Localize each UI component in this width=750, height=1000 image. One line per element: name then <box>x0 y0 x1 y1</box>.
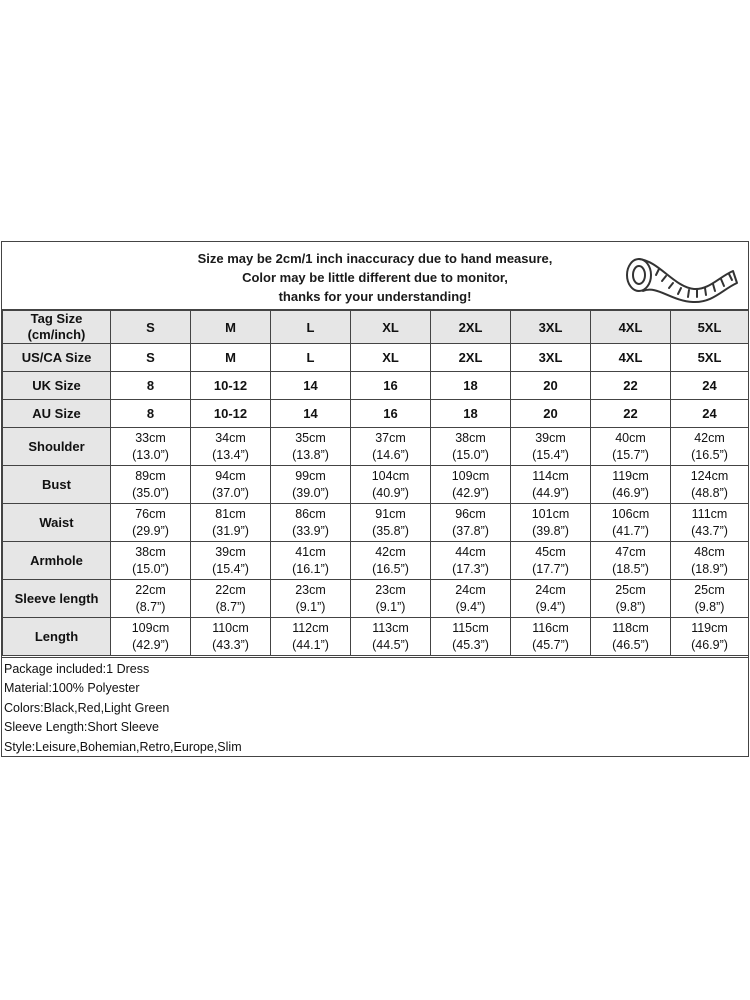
table-cell <box>511 618 591 656</box>
notice-line: Size may be 2cm/1 inch inaccuracy due to hand measure, <box>197 251 553 266</box>
table-cell: 14 <box>271 400 351 428</box>
package-included: Package included:1 Dress <box>4 662 150 676</box>
table-cell <box>111 428 191 466</box>
inch-value: (9.8”) <box>615 599 646 614</box>
measurement-row <box>3 580 749 618</box>
cm-value: 25cm <box>694 582 725 597</box>
inch-value: (45.3”) <box>452 637 489 652</box>
cm-value: 38cm <box>135 544 166 559</box>
size-header-cell: XL <box>351 311 431 344</box>
inch-value: (9.8”) <box>694 599 725 614</box>
measurement-row <box>3 542 749 580</box>
table-cell: S <box>111 344 191 372</box>
cm-value: 91cm <box>375 506 406 521</box>
table-cell <box>431 618 511 656</box>
inch-value: (16.5”) <box>691 447 728 462</box>
cm-value: 25cm <box>615 582 646 597</box>
table-cell: XL <box>351 344 431 372</box>
table-cell: 10-12 <box>191 372 271 400</box>
inch-value: (15.0”) <box>132 561 169 576</box>
cm-value: 118cm <box>612 620 649 635</box>
row-label: Armhole <box>3 542 111 580</box>
inch-value: (46.5”) <box>612 637 649 652</box>
inch-value: (31.9”) <box>212 523 249 538</box>
table-cell <box>591 428 671 466</box>
inch-value: (9.1”) <box>375 599 406 614</box>
table-cell: 2XL <box>431 344 511 372</box>
cm-value: 111cm <box>691 506 728 521</box>
measurement-row <box>3 618 749 656</box>
cm-value: 34cm <box>215 430 246 445</box>
cm-value: 109cm <box>451 468 490 483</box>
inch-value: (18.5”) <box>612 561 649 576</box>
row-label: Sleeve length <box>3 580 111 618</box>
uk-size-row <box>3 372 749 400</box>
inch-value: (46.9”) <box>612 485 649 500</box>
cm-value: 38cm <box>455 430 486 445</box>
table-cell <box>591 618 671 656</box>
table-cell <box>111 542 191 580</box>
measurement-notice <box>2 242 748 310</box>
table-cell: L <box>271 344 351 372</box>
cm-value: 47cm <box>615 544 646 559</box>
cm-value: 24cm <box>535 582 566 597</box>
measurement-rows <box>3 428 749 656</box>
cm-value: 22cm <box>215 582 246 597</box>
table-cell <box>191 504 271 542</box>
inch-value: (39.0”) <box>292 485 329 500</box>
row-label: AU Size <box>3 400 111 428</box>
inch-value: (42.9”) <box>132 637 169 652</box>
table-cell: 8 <box>111 372 191 400</box>
table-cell <box>671 618 749 656</box>
table-cell: 16 <box>351 400 431 428</box>
table-cell <box>431 428 511 466</box>
cm-value: 115cm <box>452 620 489 635</box>
cm-value: 81cm <box>215 506 246 521</box>
size-header-cell: 2XL <box>431 311 511 344</box>
size-header-cell: S <box>111 311 191 344</box>
inch-value: (9.4”) <box>455 599 486 614</box>
table-cell <box>511 542 591 580</box>
inch-value: (48.8”) <box>691 485 728 500</box>
row-label: US/CA Size <box>3 344 111 372</box>
cm-value: 101cm <box>531 506 570 521</box>
measurement-row <box>3 428 749 466</box>
cm-value: 39cm <box>535 430 566 445</box>
table-cell: 20 <box>511 400 591 428</box>
inch-value: (8.7”) <box>215 599 246 614</box>
cm-value: 124cm <box>690 468 729 483</box>
row-label: Bust <box>3 466 111 504</box>
sleeve-length: Sleeve Length:Short Sleeve <box>4 720 159 735</box>
inch-value: (15.4”) <box>532 447 569 462</box>
size-header-cell: L <box>271 311 351 344</box>
table-cell <box>511 466 591 504</box>
inch-value: (39.8”) <box>532 523 569 538</box>
table-cell: 24 <box>671 400 749 428</box>
table-cell: 24 <box>671 372 749 400</box>
cm-value: 89cm <box>135 468 166 483</box>
table-cell <box>271 580 351 618</box>
material: Material:100% Polyester <box>4 681 140 696</box>
cm-value: 33cm <box>135 430 166 445</box>
inch-value: (14.6”) <box>372 447 409 462</box>
inch-value: (44.9”) <box>532 485 569 500</box>
cm-value: 23cm <box>375 582 406 597</box>
table-cell <box>111 466 191 504</box>
tag-size-row <box>3 311 749 344</box>
table-cell <box>591 504 671 542</box>
cm-value: 119cm <box>691 620 728 635</box>
inch-value: (35.0”) <box>132 485 169 500</box>
table-cell <box>671 580 749 618</box>
table-cell <box>431 542 511 580</box>
cm-value: 116cm <box>532 620 569 635</box>
cm-value: 106cm <box>611 506 650 521</box>
inch-value: (15.4”) <box>212 561 249 576</box>
table-cell <box>511 428 591 466</box>
table-cell: 4XL <box>591 344 671 372</box>
inch-value: (41.7”) <box>612 523 649 538</box>
inch-value: (15.7”) <box>612 447 649 462</box>
table-cell <box>671 504 749 542</box>
cm-value: 110cm <box>212 620 249 635</box>
table-cell <box>351 580 431 618</box>
inch-value: (18.9”) <box>691 561 728 576</box>
cm-value: 76cm <box>135 506 166 521</box>
cm-value: 42cm <box>375 544 406 559</box>
table-cell <box>671 466 749 504</box>
tag-size-header <box>3 311 111 344</box>
table-cell <box>191 580 271 618</box>
inch-value: (16.1”) <box>292 561 329 576</box>
colors: Colors:Black,Red,Light Green <box>4 700 170 715</box>
notice-line: thanks for your understanding! <box>278 289 472 304</box>
cm-value: 37cm <box>375 430 406 445</box>
cm-value: 99cm <box>295 468 326 483</box>
inch-value: (43.7”) <box>691 523 728 538</box>
table-cell <box>351 618 431 656</box>
style: Style:Leisure,Bohemian,Retro,Europe,Slim <box>4 739 242 754</box>
cm-value: 39cm <box>215 544 246 559</box>
cm-value: 44cm <box>455 544 486 559</box>
measuring-tape-icon <box>619 247 741 307</box>
inch-value: (43.3”) <box>212 637 249 652</box>
size-header-cell: 5XL <box>671 311 749 344</box>
table-cell: 22 <box>591 372 671 400</box>
cm-value: 119cm <box>612 468 649 483</box>
table-cell <box>431 580 511 618</box>
inch-value: (42.9”) <box>452 485 489 500</box>
inch-value: (8.7”) <box>135 599 166 614</box>
inch-value: (46.9”) <box>691 637 728 652</box>
table-cell <box>591 542 671 580</box>
product-details <box>2 657 748 756</box>
inch-value: (44.1”) <box>292 637 329 652</box>
cm-value: 22cm <box>135 582 166 597</box>
inch-value: (16.5”) <box>372 561 409 576</box>
table-cell: M <box>191 344 271 372</box>
table-cell <box>351 504 431 542</box>
table-cell: 14 <box>271 372 351 400</box>
table-cell <box>671 542 749 580</box>
size-header-cell: M <box>191 311 271 344</box>
cm-value: 40cm <box>615 430 646 445</box>
cm-value: 112cm <box>292 620 329 635</box>
inch-value: (9.1”) <box>295 599 326 614</box>
notice-line: Color may be little different due to monitor, <box>242 270 508 285</box>
row-label: Shoulder <box>3 428 111 466</box>
measurement-row <box>3 466 749 504</box>
inch-value: (35.8”) <box>372 523 409 538</box>
inch-value: (17.7”) <box>532 561 569 576</box>
inch-value: (44.5”) <box>372 637 409 652</box>
table-cell: 10-12 <box>191 400 271 428</box>
inch-value: (37.0”) <box>212 485 249 500</box>
table-cell: 18 <box>431 372 511 400</box>
table-cell <box>271 542 351 580</box>
table-cell <box>191 428 271 466</box>
table-cell: 5XL <box>671 344 749 372</box>
table-cell <box>191 466 271 504</box>
row-label: UK Size <box>3 372 111 400</box>
row-label: Waist <box>3 504 111 542</box>
us-ca-size-row <box>3 344 749 372</box>
table-cell: 22 <box>591 400 671 428</box>
cm-value: 41cm <box>295 544 326 559</box>
cm-value: 23cm <box>295 582 326 597</box>
measurement-row <box>3 504 749 542</box>
inch-value: (45.7”) <box>532 637 569 652</box>
cm-value: 109cm <box>131 620 170 635</box>
table-cell <box>351 542 431 580</box>
table-cell <box>351 428 431 466</box>
inch-value: (33.9”) <box>292 523 329 538</box>
table-cell <box>271 428 351 466</box>
cm-value: 45cm <box>535 544 566 559</box>
inch-value: (17.3”) <box>452 561 489 576</box>
au-size-row <box>3 400 749 428</box>
table-cell: 18 <box>431 400 511 428</box>
cm-value: 104cm <box>371 468 410 483</box>
table-cell <box>111 580 191 618</box>
inch-value: (13.4”) <box>212 447 249 462</box>
table-cell <box>111 504 191 542</box>
tag-size-label: Tag Size <box>30 311 83 326</box>
table-cell <box>111 618 191 656</box>
inch-value: (37.8”) <box>452 523 489 538</box>
size-table <box>2 310 749 656</box>
inch-value: (13.8”) <box>292 447 329 462</box>
table-cell <box>271 618 351 656</box>
cm-value: 86cm <box>295 506 326 521</box>
cm-value: 96cm <box>455 506 486 521</box>
cm-value: 35cm <box>295 430 326 445</box>
inch-value: (29.9”) <box>132 523 169 538</box>
cm-value: 48cm <box>694 544 725 559</box>
table-cell <box>591 580 671 618</box>
table-cell: 3XL <box>511 344 591 372</box>
table-cell: 8 <box>111 400 191 428</box>
table-cell <box>271 466 351 504</box>
inch-value: (15.0”) <box>452 447 489 462</box>
cm-value: 42cm <box>694 430 725 445</box>
table-cell: 20 <box>511 372 591 400</box>
cm-value: 24cm <box>455 582 486 597</box>
size-header-cell: 3XL <box>511 311 591 344</box>
size-header-cell: 4XL <box>591 311 671 344</box>
table-cell <box>671 428 749 466</box>
table-cell <box>191 542 271 580</box>
inch-value: (9.4”) <box>535 599 566 614</box>
row-label: Length <box>3 618 111 656</box>
table-cell <box>511 504 591 542</box>
cm-value: 94cm <box>215 468 246 483</box>
cm-value: 113cm <box>372 620 409 635</box>
inch-value: (13.0”) <box>132 447 169 462</box>
table-cell <box>271 504 351 542</box>
table-cell <box>511 580 591 618</box>
table-cell <box>351 466 431 504</box>
table-cell: 16 <box>351 372 431 400</box>
size-chart <box>1 241 749 757</box>
table-cell <box>191 618 271 656</box>
inch-value: (40.9”) <box>372 485 409 500</box>
tag-size-unit: (cm/inch) <box>27 327 86 342</box>
table-cell <box>591 466 671 504</box>
table-cell <box>431 504 511 542</box>
table-cell <box>431 466 511 504</box>
cm-value: 114cm <box>532 468 569 483</box>
